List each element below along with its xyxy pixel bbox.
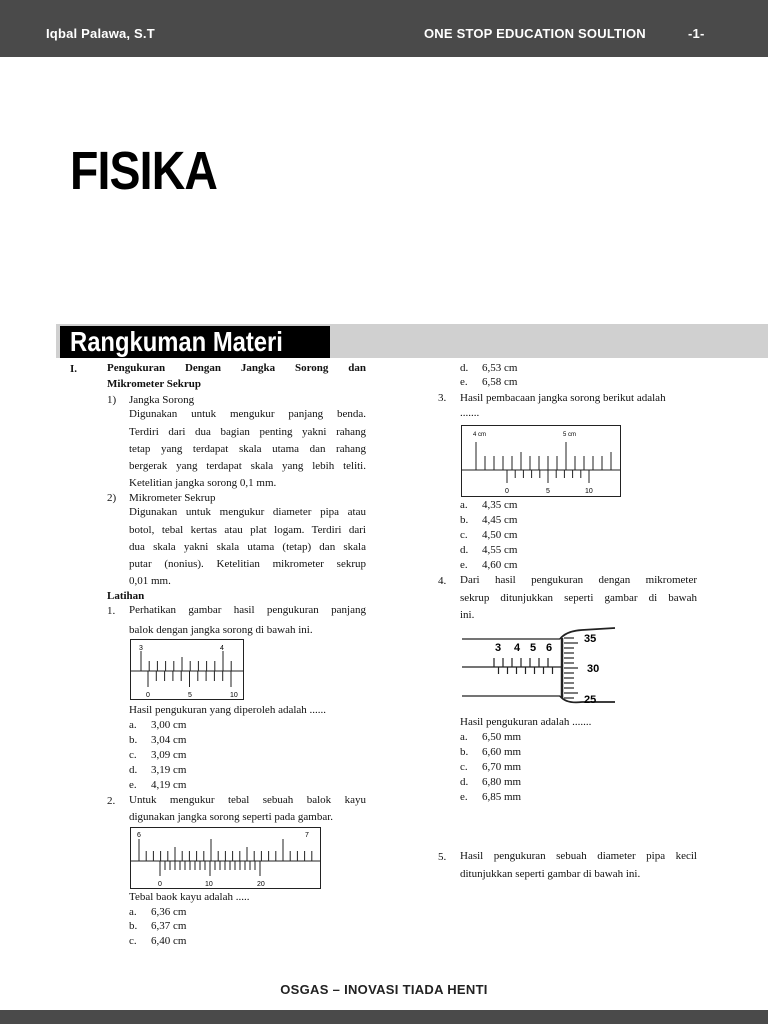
- q3-option-letter: e.: [460, 559, 468, 571]
- q4-sleeve-label: 3: [495, 642, 502, 654]
- q2-main-scale-ticks: [139, 839, 312, 861]
- q2-vernier-ticks: [160, 861, 260, 876]
- q1-vernier-label: 0: [146, 692, 150, 699]
- q1-vernier-label: 10: [230, 692, 238, 699]
- q2-option: 6,40 cm: [151, 935, 187, 947]
- q4-number: 4.: [438, 575, 447, 587]
- q5-number: 5.: [438, 851, 447, 863]
- q2-option: 6,36 cm: [151, 906, 187, 918]
- q1-option-letter: a.: [129, 719, 137, 731]
- q1-option: 3,09 cm: [151, 749, 187, 761]
- q2-option: 6,53 cm: [482, 362, 518, 374]
- item2-line: putar (nonius). Ketelitian mikrometer sekrup: [129, 558, 366, 570]
- q4-option: 6,70 mm: [482, 761, 522, 773]
- q1-option-letter: b.: [129, 734, 138, 746]
- q3-vernier-ticks: [507, 470, 589, 483]
- q4-option-letter: d.: [460, 776, 469, 788]
- q1-option-letter: e.: [129, 779, 137, 791]
- q3-line: .......: [460, 407, 480, 419]
- q3-option: 4,60 cm: [482, 559, 518, 571]
- q1-main-label: 3: [139, 645, 143, 652]
- q2-option: 6,37 cm: [151, 920, 187, 932]
- page-number: -1-: [688, 26, 705, 41]
- q3-option-letter: c.: [460, 529, 468, 541]
- q4-line: ini.: [460, 609, 475, 621]
- item2-line: botol, tebal kertas atau plat logam. Terdiri dari: [129, 524, 366, 536]
- q3-main-label: 5 cm: [563, 432, 577, 438]
- q2-option-letter: e.: [460, 376, 468, 388]
- q1-option-letter: c.: [129, 749, 137, 761]
- q4-thimble-label: 25: [584, 694, 597, 706]
- q4-thimble-label: 35: [584, 633, 597, 645]
- q1-prompt: Hasil pengukuran yang diperoleh adalah ......: [129, 704, 327, 716]
- q3-main-scale-ticks: [476, 442, 611, 470]
- section-number: I.: [70, 363, 78, 375]
- q2-option-letter: a.: [129, 906, 137, 918]
- q1-option: 4,19 cm: [151, 779, 187, 791]
- q1-vernier-label: 5: [188, 692, 192, 699]
- q3-option: 4,45 cm: [482, 514, 518, 526]
- section-title: Rangkuman Materi: [70, 326, 283, 357]
- q2-caliper-figure: [130, 827, 321, 889]
- item1-line: Digunakan untuk mengukur panjang benda.: [129, 408, 366, 420]
- q3-option-letter: d.: [460, 544, 469, 556]
- q4-option-letter: a.: [460, 731, 468, 743]
- q3-option-letter: a.: [460, 499, 468, 511]
- item1-number: 1): [107, 394, 117, 406]
- q3-option: 4,55 cm: [482, 544, 518, 556]
- q1-main-scale-ticks: [141, 651, 231, 671]
- q4-sleeve-label: 4: [514, 642, 521, 654]
- q2-option-letter: b.: [129, 920, 138, 932]
- item2-title: Mikrometer Sekrup: [129, 492, 216, 504]
- q1-main-label: 4: [220, 645, 224, 652]
- q3-option: 4,35 cm: [482, 499, 518, 511]
- q3-vernier-label: 10: [585, 488, 593, 495]
- header-bar: [0, 0, 768, 57]
- item1-line: Terdiri dari dua bagian penting yakni rahang: [129, 426, 366, 438]
- item1-title: Jangka Sorong: [129, 394, 195, 406]
- topic-heading-line1: Pengukuran Dengan Jangka Sorong dan: [107, 362, 366, 374]
- q2-option-letter: c.: [129, 935, 137, 947]
- header-author: Iqbal Palawa, S.T: [46, 26, 155, 41]
- q4-option: 6,80 mm: [482, 776, 522, 788]
- q3-main-label: 4 cm: [473, 432, 487, 438]
- footer-text: OSGAS – INOVASI TIADA HENTI: [280, 982, 488, 997]
- q2-line: digunakan jangka sorong seperti pada gambar.: [129, 811, 334, 823]
- item2-line: Digunakan untuk mengukur diameter pipa atau: [129, 506, 366, 518]
- item2-number: 2): [107, 492, 117, 504]
- q2-option-letter: d.: [460, 362, 469, 374]
- q4-thimble-label: 30: [587, 663, 600, 675]
- q3-vernier-label: 5: [546, 488, 550, 495]
- q3-option: 4,50 cm: [482, 529, 518, 541]
- q3-line: Hasil pembacaan jangka sorong berikut adalah: [460, 392, 666, 404]
- q1-option-letter: d.: [129, 764, 138, 776]
- q4-option-letter: e.: [460, 791, 468, 803]
- page-title: FISIKA: [70, 141, 218, 201]
- item1-line: bergerak yang terdapat skala yang lebih teliti.: [129, 460, 366, 472]
- q5-line: Hasil pengukuran sebuah diameter pipa kecil: [460, 850, 697, 862]
- q4-option-letter: b.: [460, 746, 469, 758]
- q3-option-letter: b.: [460, 514, 469, 526]
- item1-line: tetap yang terdapat skala utama dan rahang: [129, 443, 366, 455]
- q4-micrometer-figure: [460, 622, 620, 706]
- q3-caliper-svg: [462, 426, 620, 496]
- q3-number: 3.: [438, 392, 447, 404]
- item2-line: 0,01 mm.: [129, 575, 171, 587]
- q1-option: 3,19 cm: [151, 764, 187, 776]
- q2-vernier-label: 10: [205, 881, 213, 888]
- q2-prompt: Tebal baok kayu adalah .....: [129, 891, 250, 903]
- q3-caliper-figure: [461, 425, 621, 497]
- item2-line: dua skala yakni skala utama (tetap) dan skala: [129, 541, 366, 553]
- q1-line: balok dengan jangka sorong di bawah ini.: [129, 624, 313, 636]
- q2-main-label: 6: [137, 832, 141, 839]
- q2-vernier-label: 20: [257, 881, 265, 888]
- q1-caliper-svg: [131, 640, 243, 699]
- topic-heading-line2: Mikrometer Sekrup: [107, 378, 201, 390]
- header-tagline: ONE STOP EDUCATION SOULTION: [424, 26, 646, 41]
- q1-option: 3,04 cm: [151, 734, 187, 746]
- q4-line: sekrup ditunjukkan seperti gambar di bawah: [460, 592, 697, 604]
- q5-line: ditunjukkan seperti gambar di bawah ini.: [460, 868, 641, 880]
- q2-option: 6,58 cm: [482, 376, 518, 388]
- item1-line: Ketelitian jangka sorong 0,1 mm.: [129, 477, 277, 489]
- q2-vernier-label: 0: [158, 881, 162, 888]
- q2-number: 2.: [107, 795, 116, 807]
- q4-sleeve-label: 6: [546, 642, 553, 654]
- q4-option: 6,60 mm: [482, 746, 522, 758]
- q3-vernier-label: 0: [505, 488, 509, 495]
- q1-vernier-ticks: [148, 671, 231, 687]
- q1-option: 3,00 cm: [151, 719, 187, 731]
- q4-sleeve-label: 5: [530, 642, 537, 654]
- q4-prompt: Hasil pengukuran adalah .......: [460, 716, 592, 728]
- q1-number: 1.: [107, 605, 116, 617]
- q4-option: 6,50 mm: [482, 731, 522, 743]
- latihan-heading: Latihan: [107, 590, 145, 602]
- q4-line: Dari hasil pengukuran dengan mikrometer: [460, 574, 697, 586]
- q1-caliper-figure: [130, 639, 244, 700]
- q1-line: Perhatikan gambar hasil pengukuran panjang: [129, 604, 366, 616]
- q2-line: Untuk mengukur tebal sebuah balok kayu: [129, 794, 366, 806]
- footer-bar: [0, 1010, 768, 1024]
- q4-option: 6,85 mm: [482, 791, 522, 803]
- q4-option-letter: c.: [460, 761, 468, 773]
- q2-caliper-svg: [131, 828, 320, 888]
- q2-main-label: 7: [305, 832, 309, 839]
